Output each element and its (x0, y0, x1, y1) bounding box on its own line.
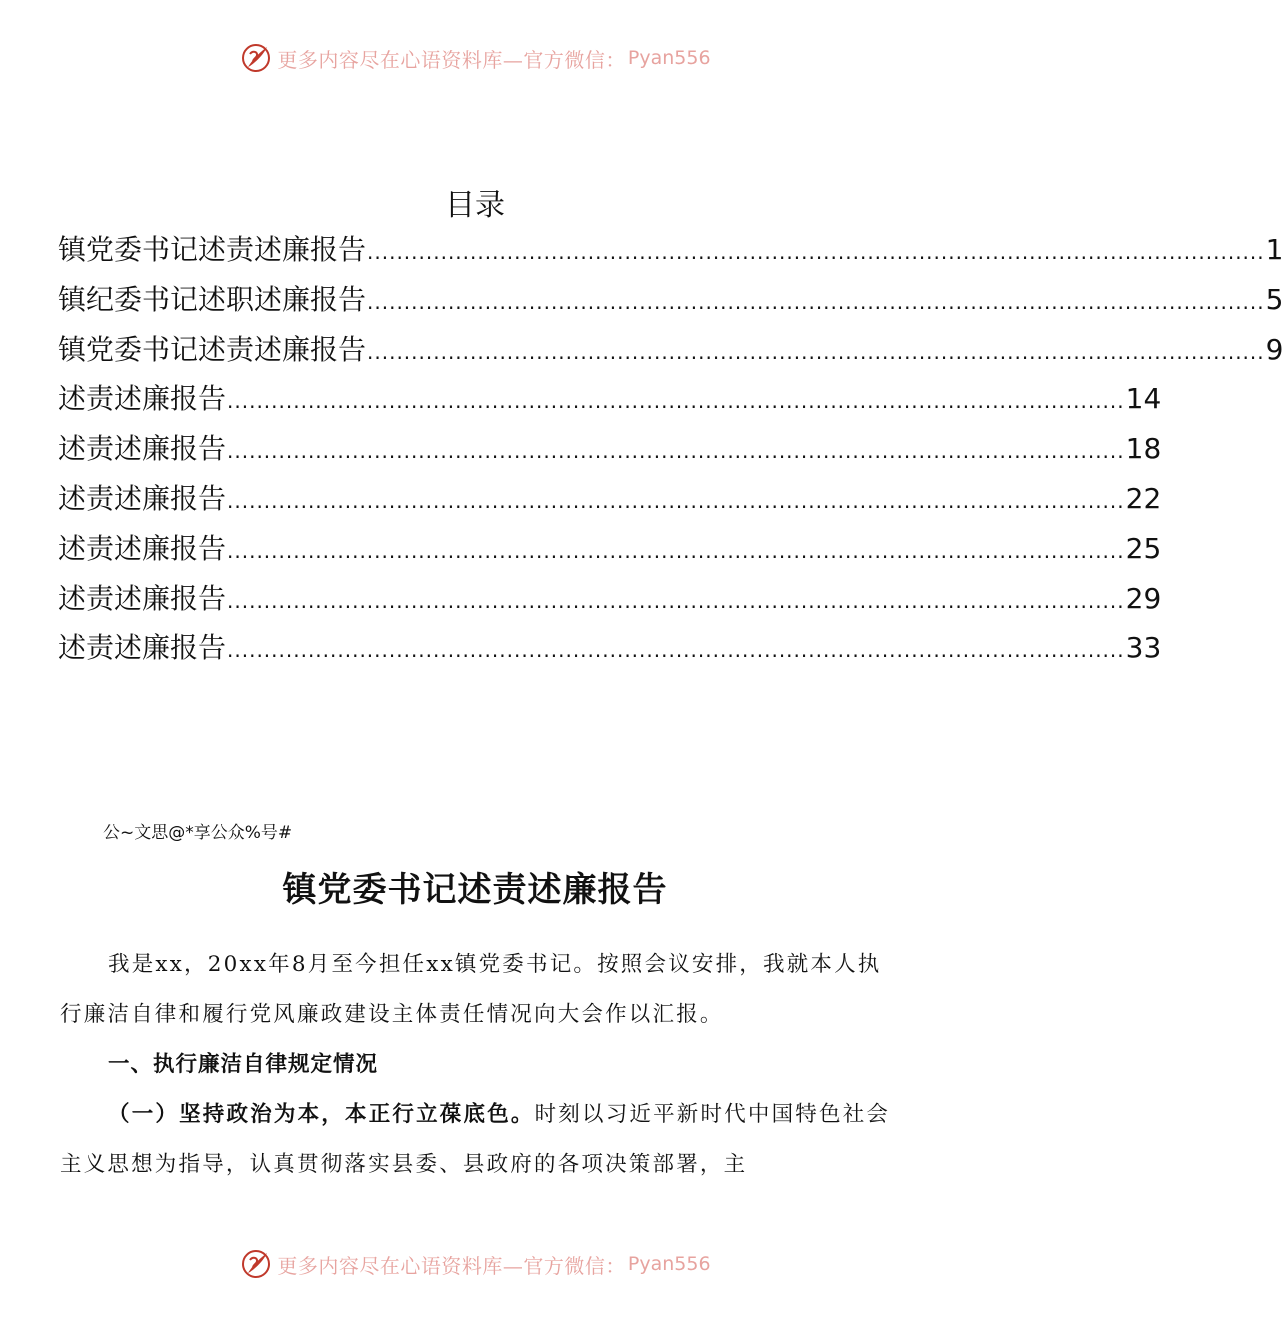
toc-leader-dots: .......................................................................................................................... (227, 538, 1125, 563)
toc-entry-page: 25 (1125, 531, 1162, 565)
toc-entry[interactable] (58, 527, 1162, 577)
toc-leader-dots: .......................................................................................................................... (367, 339, 1265, 364)
quill-logo-icon (239, 1247, 273, 1281)
toc-leader-dots: .......................................................................................................................... (227, 588, 1125, 613)
toc-entry-label: 述责述廉报告 (58, 531, 227, 565)
section-heading: 一、执行廉洁自律规定情况 (108, 1052, 379, 1077)
watermark-wechat-id: Pyan556 (627, 47, 711, 69)
toc-leader-dots: .......................................................................................................................... (227, 638, 1125, 663)
toc-leader-dots: .......................................................................................................................... (227, 439, 1125, 464)
toc-leader-dots: .......................................................................................................................... (367, 289, 1265, 314)
watermark-text: 更多内容尽在心语资料库—官方微信： (277, 47, 626, 72)
toc-entry-label: 述责述廉报告 (58, 581, 227, 615)
toc-entry-label: 述责述廉报告 (58, 432, 227, 466)
paragraph-intro: 我是xx，20xx年8月至今担任xx镇党委书记。按照会议安排，我就本人执行廉洁自律和履行党风廉政建设主体责任情况向大会作以汇报。 (60, 952, 882, 1027)
toc-entry-page: 5 (1265, 282, 1283, 316)
toc-entry[interactable] (58, 626, 1162, 676)
toc-entry[interactable] (58, 328, 1283, 378)
toc-leader-dots: .......................................................................................................................... (367, 240, 1265, 264)
toc-entry-label: 述责述廉报告 (58, 481, 227, 515)
toc-entry[interactable] (58, 278, 1283, 328)
paragraph-section-1 (60, 1090, 892, 1190)
quill-logo-icon (239, 41, 273, 75)
toc-entry-page: 33 (1125, 631, 1162, 665)
toc-entry-page: 29 (1125, 581, 1162, 615)
paragraph-body: 时刻以习近平新时代中国特色社会主义思想为指导，认真贯彻落实县委、县政府的各项决策部署，主 (60, 1102, 891, 1177)
toc-entry-page: 22 (1125, 481, 1162, 515)
watermark-banner-top (0, 38, 950, 78)
toc-leader-dots: .......................................................................................................................... (227, 389, 1125, 414)
toc-entry-label: 述责述廉报告 (58, 382, 227, 416)
table-of-contents (58, 228, 1283, 676)
watermark-text: 更多内容尽在心语资料库—官方微信： (277, 1253, 626, 1278)
toc-entry[interactable] (58, 577, 1162, 627)
document-title: 镇党委书记述责述廉报告 (282, 870, 668, 910)
toc-entry-page: 18 (1125, 432, 1162, 466)
toc-leader-dots: .......................................................................................................................... (227, 488, 1125, 513)
toc-entry-label: 镇纪委书记述职述廉报告 (58, 282, 367, 316)
toc-entry-label: 述责述廉报告 (58, 631, 227, 665)
paragraph-lead-bold: （一）坚持政治为本，本正行立葆底色。 (108, 1102, 535, 1127)
toc-entry-page: 14 (1125, 382, 1162, 416)
toc-entry-page: 1 (1265, 233, 1283, 266)
toc-entry[interactable] (58, 477, 1162, 527)
toc-entry[interactable] (58, 377, 1162, 427)
toc-entry[interactable] (58, 228, 1283, 278)
watermark-wechat-id: Pyan556 (627, 1253, 711, 1275)
toc-entry[interactable] (58, 427, 1162, 477)
watermark-banner-bottom (0, 1244, 950, 1284)
toc-entry-label: 镇党委书记述责述廉报告 (58, 332, 367, 366)
noise-watermark-text: 公~文思@*享公众%号# (103, 823, 293, 843)
toc-title: 目录 (445, 188, 505, 223)
toc-entry-label: 镇党委书记述责述廉报告 (58, 233, 367, 266)
toc-entry-page: 9 (1265, 332, 1283, 366)
